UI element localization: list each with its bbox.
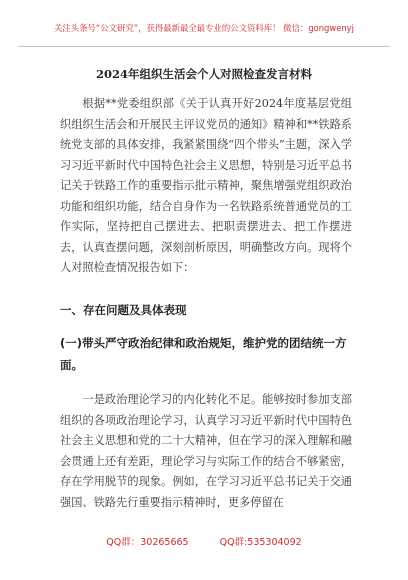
sub-heading: (一)带头严守政治纪律和政治规矩，维护党的团结统一方面。: [60, 336, 347, 372]
header-banner: 关注头条号“公文研究”，获得最新最全最专业的公文资料库！ 微信：gongwenyj: [54, 23, 354, 33]
footer-qq-group-1: QQ群：30265665: [106, 537, 189, 548]
section-heading: 一、存在问题及具体表现: [60, 303, 187, 317]
intro-paragraph: 根据**党委组织部《关于认真开好2024年度基层党组织组织生活会和开展民主评议党员的通知》精神和**铁路系统党支部的具体安排，我紧紧围绕“四个带头”主题，深入学习习近平新时代中国特色社会主义思想，特别是习近平总书记关于铁路工作的重要指示批示精神，聚焦增强党组织政治功能和组织功能，结合自身作为一名铁路系统普通党员的工作实际，坚持把自己摆进去、把职责摆进去、把工作摆进去，认真查摆问题，深刻剖析原因，明确整改方向。现将个人对照检查情况报告如下：: [60, 97, 352, 274]
header-divider: [18, 46, 390, 47]
footer-qq-group-2: QQ群:535304092: [219, 537, 302, 548]
document-title: 2024年组织生活会个人对照检查发言材料: [95, 67, 312, 81]
footer: [0, 534, 408, 548]
body-paragraph: 一是政治理论学习的内化转化不足。能够按时参加支部组织的各项政治理论学习，认真学习习近平新时代中国特色社会主义思想和党的二十大精神，但在学习的深入理解和融会贯通上还有差距，理论学习与实际工作的结合不够紧密，存在学用脱节的现象。例如，在学习习近平总书记关于交通强国、铁路先行重要指示精神时，更多停留在: [60, 393, 352, 509]
